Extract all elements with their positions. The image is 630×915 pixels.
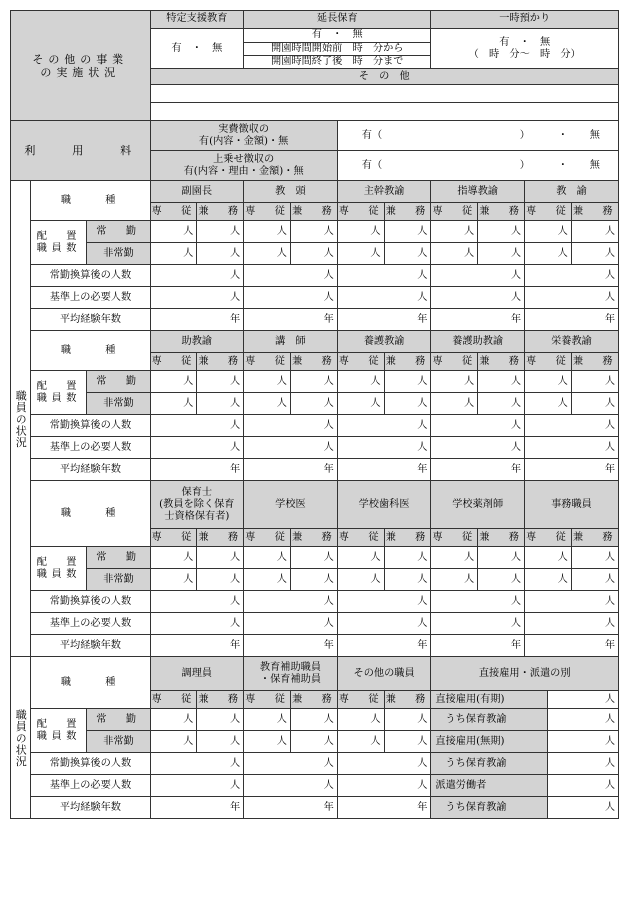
count-cell[interactable]: 人 <box>197 569 244 591</box>
count-cell[interactable]: 人 <box>431 547 478 569</box>
role-header: 指導教諭 <box>431 181 525 203</box>
concurrent-header: 兼 務 <box>478 203 525 221</box>
value-cell[interactable]: 人 <box>431 591 525 613</box>
count-cell[interactable]: 人 <box>384 731 431 753</box>
count-cell[interactable]: 人 <box>384 393 431 415</box>
parttime-label: 非常勤 <box>87 569 150 591</box>
value-cell[interactable]: 人 <box>525 437 619 459</box>
role-header: 保育士 (教員を除く保育 士資格保有者) <box>150 481 244 529</box>
exclusive-header: 専 従 <box>244 353 291 371</box>
count-cell[interactable]: 人 <box>571 371 618 393</box>
count-cell[interactable]: 人 <box>244 709 291 731</box>
value-cell[interactable]: 人 <box>244 753 338 775</box>
extended-before-time[interactable]: 開園時間開始前 時 分から <box>244 43 431 56</box>
count-cell[interactable]: 人 <box>337 709 384 731</box>
fee-type-line: 有(内容・理由・金額)・無 <box>183 165 304 177</box>
experience-label: 平均経験年数 <box>31 459 150 481</box>
col-special-support: 特定支援教育 <box>150 11 244 29</box>
count-cell[interactable]: 人 <box>384 243 431 265</box>
count-cell[interactable]: 人 <box>431 393 478 415</box>
table-row <box>11 437 619 459</box>
role-header: 教育補助職員 ・保育補助員 <box>244 657 338 691</box>
count-cell[interactable]: 人 <box>337 547 384 569</box>
concurrent-header: 兼 務 <box>384 353 431 371</box>
value-cell[interactable]: 年 <box>244 635 338 657</box>
role-header: 主幹教諭 <box>337 181 431 203</box>
role-type-label: 職 種 <box>31 657 150 709</box>
table-row <box>11 459 619 481</box>
concurrent-header: 兼 務 <box>197 203 244 221</box>
experience-label: 平均経験年数 <box>31 309 150 331</box>
temporary-hours[interactable]: （ 時 分〜 時 分） <box>468 48 581 60</box>
count-cell[interactable]: 人 <box>197 243 244 265</box>
fte-label: 常勤換算後の人数 <box>31 415 150 437</box>
value-cell[interactable]: 年 <box>431 459 525 481</box>
count-cell[interactable]: 人 <box>197 221 244 243</box>
value-cell[interactable]: 年 <box>337 797 431 819</box>
value-cell[interactable]: 人 <box>337 415 431 437</box>
other-header: そ の 他 <box>150 69 618 85</box>
count-cell[interactable]: 人 <box>244 569 291 591</box>
role-header: 助教諭 <box>150 331 244 353</box>
direct-row-value[interactable]: 人 <box>548 775 619 797</box>
value-cell[interactable]: 人 <box>150 437 244 459</box>
count-cell[interactable]: 人 <box>571 393 618 415</box>
role-header: その他の職員 <box>337 657 431 691</box>
value-cell[interactable]: 年 <box>244 797 338 819</box>
direct-row-value[interactable]: 人 <box>548 797 619 819</box>
count-cell[interactable]: 人 <box>384 371 431 393</box>
value-cell[interactable]: 年 <box>150 635 244 657</box>
count-cell[interactable]: 人 <box>478 547 525 569</box>
count-cell[interactable]: 人 <box>384 547 431 569</box>
value-cell[interactable]: 人 <box>244 437 338 459</box>
fee-label: 利 用 料 <box>11 121 151 181</box>
col-temporary-care: 一時預かり <box>431 11 619 29</box>
value-cell[interactable]: 人 <box>525 265 619 287</box>
role-header: 教 諭 <box>525 181 619 203</box>
concurrent-header: 兼 務 <box>384 203 431 221</box>
role-header: 学校歯科医 <box>337 481 431 529</box>
exclusive-header: 専 従 <box>431 203 478 221</box>
value-cell[interactable]: 人 <box>150 613 244 635</box>
value-cell[interactable]: 人 <box>244 591 338 613</box>
value-cell[interactable]: 人 <box>337 437 431 459</box>
count-cell[interactable]: 人 <box>384 569 431 591</box>
direct-row-label: 直接雇用(有期) <box>431 691 548 709</box>
table-row <box>11 591 619 613</box>
required-label: 基準上の必要人数 <box>31 775 150 797</box>
value-cell[interactable]: 人 <box>244 415 338 437</box>
count-cell[interactable]: 人 <box>431 569 478 591</box>
count-cell[interactable]: 人 <box>290 393 337 415</box>
count-cell[interactable]: 人 <box>197 731 244 753</box>
role-header: 養護助教諭 <box>431 331 525 353</box>
count-cell[interactable]: 人 <box>337 393 384 415</box>
direct-row-value[interactable]: 人 <box>548 753 619 775</box>
table-row <box>11 657 619 691</box>
table-row <box>11 393 619 415</box>
count-cell[interactable]: 人 <box>384 709 431 731</box>
count-cell[interactable]: 人 <box>197 709 244 731</box>
fulltime-label: 常 勤 <box>87 709 150 731</box>
fee-yes[interactable]: 有（ <box>361 130 383 142</box>
value-cell[interactable]: 人 <box>150 775 244 797</box>
fee-dot[interactable]: ・ <box>557 160 568 172</box>
exclusive-header: 専 従 <box>337 203 384 221</box>
concurrent-header: 兼 務 <box>384 529 431 547</box>
table-row <box>11 221 619 243</box>
table-row <box>11 287 619 309</box>
count-cell[interactable]: 人 <box>525 547 572 569</box>
count-cell[interactable]: 人 <box>244 243 291 265</box>
exclusive-header: 専 従 <box>337 353 384 371</box>
value-cell[interactable]: 年 <box>431 309 525 331</box>
value-cell[interactable]: 年 <box>244 459 338 481</box>
count-cell[interactable]: 人 <box>525 569 572 591</box>
concurrent-header: 兼 務 <box>197 353 244 371</box>
table-row <box>11 265 619 287</box>
value-cell[interactable]: 人 <box>431 287 525 309</box>
role-header: 副園長 <box>150 181 244 203</box>
value-cell[interactable]: 人 <box>431 437 525 459</box>
count-cell[interactable]: 人 <box>244 547 291 569</box>
parttime-label: 非常勤 <box>87 731 150 753</box>
count-cell[interactable]: 人 <box>525 221 572 243</box>
assigned-staff-label: 配 置 職員数 <box>31 221 87 265</box>
fee-type-line: 実費徴収の <box>218 123 270 135</box>
count-cell[interactable]: 人 <box>290 221 337 243</box>
count-cell[interactable]: 人 <box>525 371 572 393</box>
direct-row-label: うち保育教諭 <box>431 797 548 819</box>
count-cell[interactable]: 人 <box>150 393 197 415</box>
value-cell[interactable]: 年 <box>431 635 525 657</box>
count-cell[interactable]: 人 <box>150 709 197 731</box>
value-cell[interactable]: 年 <box>525 309 619 331</box>
assigned-staff-label: 配 置 職員数 <box>31 371 87 415</box>
exclusive-header: 専 従 <box>150 353 197 371</box>
value-cell[interactable]: 人 <box>431 415 525 437</box>
count-cell[interactable]: 人 <box>197 547 244 569</box>
concurrent-header: 兼 務 <box>197 529 244 547</box>
table-row <box>11 547 619 569</box>
concurrent-header: 兼 務 <box>290 529 337 547</box>
concurrent-header: 兼 務 <box>290 203 337 221</box>
fee-paren-close[interactable]: ） <box>519 160 530 172</box>
count-cell[interactable]: 人 <box>244 731 291 753</box>
exclusive-header: 専 従 <box>244 529 291 547</box>
count-cell[interactable]: 人 <box>478 393 525 415</box>
direct-row-label: 派遣労働者 <box>431 775 548 797</box>
table-row <box>11 731 619 753</box>
fulltime-label: 常 勤 <box>87 221 150 243</box>
exclusive-header: 専 従 <box>337 529 384 547</box>
table-row <box>11 753 619 775</box>
table-row <box>11 481 619 529</box>
value-cell[interactable]: 人 <box>337 287 431 309</box>
extended-after-time[interactable]: 開園時間終了後 時 分まで <box>244 56 431 69</box>
table-row <box>11 635 619 657</box>
role-header: 学校薬剤師 <box>431 481 525 529</box>
fee-yes[interactable]: 有（ <box>361 160 383 172</box>
table-row <box>11 569 619 591</box>
value-cell[interactable]: 年 <box>337 309 431 331</box>
exclusive-header: 専 従 <box>431 353 478 371</box>
count-cell[interactable]: 人 <box>478 569 525 591</box>
fee-no[interactable]: 無 <box>589 160 600 172</box>
table-row <box>11 243 619 265</box>
exclusive-header: 専 従 <box>431 529 478 547</box>
table-row <box>11 181 619 203</box>
count-cell[interactable]: 人 <box>525 393 572 415</box>
exclusive-header: 専 従 <box>150 203 197 221</box>
role-header: 講 師 <box>244 331 338 353</box>
direct-row-label: 直接雇用(無期) <box>431 731 548 753</box>
role-header: 栄養教諭 <box>525 331 619 353</box>
value-cell[interactable]: 人 <box>431 265 525 287</box>
form-table <box>10 10 619 819</box>
concurrent-header: 兼 務 <box>571 529 618 547</box>
count-cell[interactable]: 人 <box>244 371 291 393</box>
fulltime-label: 常 勤 <box>87 371 150 393</box>
table-row <box>11 121 619 151</box>
exclusive-header: 専 従 <box>150 691 197 709</box>
staff-status-label: 職員の状況 <box>11 181 31 657</box>
fee-value[interactable] <box>337 121 618 151</box>
count-cell[interactable]: 人 <box>150 547 197 569</box>
table-row <box>11 331 619 353</box>
temporary-yes-no[interactable]: 有 ・ 無 <box>499 36 551 48</box>
count-cell[interactable]: 人 <box>197 393 244 415</box>
count-cell[interactable]: 人 <box>478 371 525 393</box>
count-cell[interactable]: 人 <box>431 221 478 243</box>
value-cell[interactable]: 年 <box>150 459 244 481</box>
value-cell[interactable]: 人 <box>150 415 244 437</box>
count-cell[interactable]: 人 <box>150 243 197 265</box>
value-cell[interactable]: 年 <box>337 459 431 481</box>
value-cell[interactable]: 人 <box>150 753 244 775</box>
count-cell[interactable]: 人 <box>290 569 337 591</box>
table-row <box>11 613 619 635</box>
table-row <box>11 775 619 797</box>
fte-label: 常勤換算後の人数 <box>31 753 150 775</box>
exclusive-header: 専 従 <box>150 529 197 547</box>
special-support-value[interactable]: 有 ・ 無 <box>150 29 244 69</box>
table-row <box>11 415 619 437</box>
value-cell[interactable]: 人 <box>150 591 244 613</box>
count-cell[interactable]: 人 <box>150 731 197 753</box>
value-cell[interactable]: 人 <box>244 775 338 797</box>
other-input-2[interactable] <box>150 103 618 121</box>
parttime-label: 非常勤 <box>87 393 150 415</box>
fee-no[interactable]: 無 <box>589 130 600 142</box>
count-cell[interactable]: 人 <box>571 547 618 569</box>
fee-type-line: 上乗せ徴収の <box>213 153 275 165</box>
value-cell[interactable]: 年 <box>244 309 338 331</box>
role-header: 学校医 <box>244 481 338 529</box>
concurrent-header: 兼 務 <box>571 353 618 371</box>
table-row <box>11 309 619 331</box>
count-cell[interactable]: 人 <box>150 569 197 591</box>
count-cell[interactable]: 人 <box>431 371 478 393</box>
concurrent-header: 兼 務 <box>478 353 525 371</box>
parttime-label: 非常勤 <box>87 243 150 265</box>
count-cell[interactable]: 人 <box>197 371 244 393</box>
value-cell[interactable]: 人 <box>431 613 525 635</box>
fte-label: 常勤換算後の人数 <box>31 591 150 613</box>
exclusive-header: 専 従 <box>244 203 291 221</box>
concurrent-header: 兼 務 <box>478 529 525 547</box>
concurrent-header: 兼 務 <box>290 353 337 371</box>
count-cell[interactable]: 人 <box>337 221 384 243</box>
table-row <box>11 797 619 819</box>
count-cell[interactable]: 人 <box>244 393 291 415</box>
staff-form <box>10 10 619 819</box>
role-header: 養護教諭 <box>337 331 431 353</box>
required-label: 基準上の必要人数 <box>31 437 150 459</box>
role-type-label: 職 種 <box>31 331 150 371</box>
table-row <box>11 11 619 29</box>
count-cell[interactable]: 人 <box>290 731 337 753</box>
required-label: 基準上の必要人数 <box>31 287 150 309</box>
assigned-staff-label: 配 置 職員数 <box>31 709 87 753</box>
direct-dispatch-header: 直接雇用・派遣の別 <box>431 657 619 691</box>
value-cell[interactable]: 人 <box>337 753 431 775</box>
value-cell[interactable]: 人 <box>525 287 619 309</box>
staff-status-label-2: 職員の状況 <box>11 657 31 819</box>
count-cell[interactable]: 人 <box>244 221 291 243</box>
experience-label: 平均経験年数 <box>31 635 150 657</box>
value-cell[interactable]: 人 <box>244 613 338 635</box>
concurrent-header: 兼 務 <box>384 691 431 709</box>
fulltime-label: 常 勤 <box>87 547 150 569</box>
direct-row-value[interactable]: 人 <box>548 691 619 709</box>
value-cell[interactable]: 人 <box>525 613 619 635</box>
count-cell[interactable]: 人 <box>150 221 197 243</box>
role-type-label: 職 種 <box>31 481 150 547</box>
fee-paren-close[interactable]: ） <box>519 130 530 142</box>
direct-row-label: うち保育教諭 <box>431 753 548 775</box>
count-cell[interactable]: 人 <box>337 243 384 265</box>
temporary-care-value[interactable] <box>431 29 619 69</box>
count-cell[interactable]: 人 <box>337 569 384 591</box>
concurrent-header: 兼 務 <box>197 691 244 709</box>
direct-row-value[interactable]: 人 <box>548 709 619 731</box>
table-row <box>11 709 619 731</box>
count-cell[interactable]: 人 <box>290 371 337 393</box>
value-cell[interactable]: 人 <box>525 591 619 613</box>
count-cell[interactable]: 人 <box>478 221 525 243</box>
fee-type <box>150 151 337 181</box>
value-cell[interactable]: 人 <box>337 591 431 613</box>
count-cell[interactable]: 人 <box>384 221 431 243</box>
direct-row-label: うち保育教諭 <box>431 709 548 731</box>
fte-label: 常勤換算後の人数 <box>31 265 150 287</box>
count-cell[interactable]: 人 <box>290 243 337 265</box>
required-label: 基準上の必要人数 <box>31 613 150 635</box>
value-cell[interactable]: 人 <box>244 287 338 309</box>
value-cell[interactable]: 年 <box>150 309 244 331</box>
value-cell[interactable]: 人 <box>150 265 244 287</box>
exclusive-header: 専 従 <box>525 203 572 221</box>
count-cell[interactable]: 人 <box>290 547 337 569</box>
exclusive-header: 専 従 <box>337 691 384 709</box>
experience-label: 平均経験年数 <box>31 797 150 819</box>
count-cell[interactable]: 人 <box>290 709 337 731</box>
fee-value[interactable] <box>337 151 618 181</box>
value-cell[interactable]: 人 <box>150 287 244 309</box>
value-cell[interactable]: 人 <box>525 415 619 437</box>
count-cell[interactable]: 人 <box>571 243 618 265</box>
value-cell[interactable]: 人 <box>244 265 338 287</box>
other-input-1[interactable] <box>150 85 618 103</box>
value-cell[interactable]: 年 <box>525 635 619 657</box>
exclusive-header: 専 従 <box>525 529 572 547</box>
concurrent-header: 兼 務 <box>290 691 337 709</box>
exclusive-header: 専 従 <box>525 353 572 371</box>
count-cell[interactable]: 人 <box>571 569 618 591</box>
extended-care-yes-no[interactable]: 有 ・ 無 <box>244 29 431 43</box>
count-cell[interactable]: 人 <box>525 243 572 265</box>
value-cell[interactable]: 人 <box>337 265 431 287</box>
role-header: 事務職員 <box>525 481 619 529</box>
fee-type <box>150 121 337 151</box>
concurrent-header: 兼 務 <box>571 203 618 221</box>
value-cell[interactable]: 人 <box>337 775 431 797</box>
role-header: 調理員 <box>150 657 244 691</box>
value-cell[interactable]: 人 <box>337 613 431 635</box>
count-cell[interactable]: 人 <box>337 731 384 753</box>
value-cell[interactable]: 年 <box>150 797 244 819</box>
value-cell[interactable]: 年 <box>337 635 431 657</box>
role-header: 教 頭 <box>244 181 338 203</box>
assigned-staff-label: 配 置 職員数 <box>31 547 87 591</box>
count-cell[interactable]: 人 <box>478 243 525 265</box>
exclusive-header: 専 従 <box>244 691 291 709</box>
role-type-label: 職 種 <box>31 181 150 221</box>
count-cell[interactable]: 人 <box>150 371 197 393</box>
value-cell[interactable]: 年 <box>525 459 619 481</box>
count-cell[interactable]: 人 <box>431 243 478 265</box>
fee-dot[interactable]: ・ <box>557 130 568 142</box>
direct-row-value[interactable]: 人 <box>548 731 619 753</box>
count-cell[interactable]: 人 <box>571 221 618 243</box>
other-business-label: その他の事業 の実施状況 <box>11 11 151 121</box>
col-extended-care: 延長保育 <box>244 11 431 29</box>
fee-type-line: 有(内容・金額)・無 <box>198 135 289 147</box>
table-row <box>11 371 619 393</box>
count-cell[interactable]: 人 <box>337 371 384 393</box>
